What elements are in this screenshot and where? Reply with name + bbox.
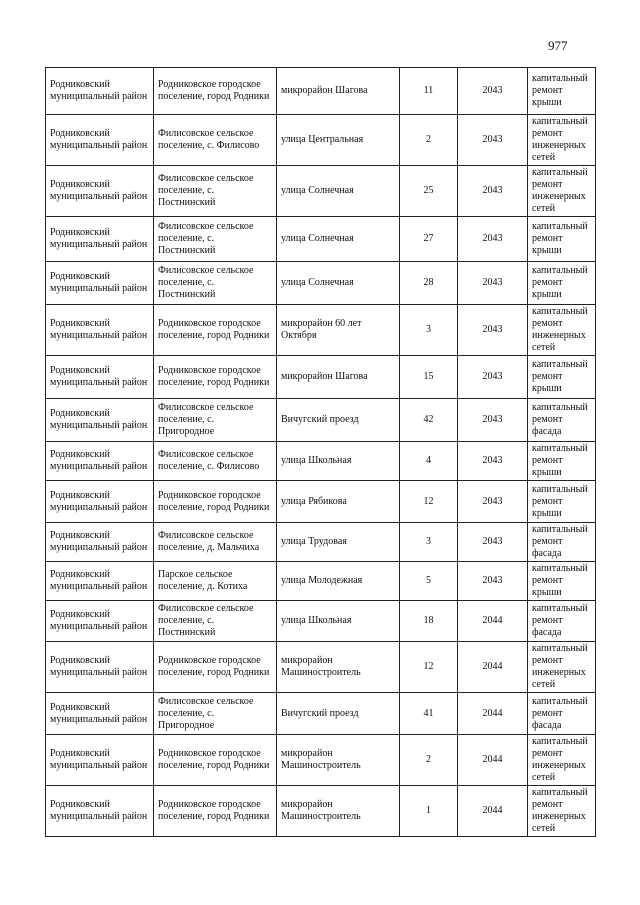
settlement-cell: Филисовское сельское поселение, с. Постнинский	[154, 217, 277, 262]
work-type-cell: капитальный ремонт фасада	[528, 693, 596, 735]
house-number-cell: 41	[400, 693, 458, 735]
work-type-cell: капитальный ремонт инженерных сетей	[528, 642, 596, 693]
repair-year-cell: 2044	[458, 735, 528, 786]
settlement-cell: Родниковское городское поселение, город Родники	[154, 735, 277, 786]
repair-year-cell: 2043	[458, 562, 528, 601]
municipal-district-cell: Родниковский муниципальный район	[46, 693, 154, 735]
settlement-cell: Филисовское сельское поселение, с. Пригородное	[154, 399, 277, 442]
street-cell: улица Солнечная	[277, 217, 400, 262]
municipal-district-cell: Родниковский муниципальный район	[46, 442, 154, 481]
settlement-cell: Родниковское городское поселение, город Родники	[154, 68, 277, 115]
street-cell: микрорайон Машиностроитель	[277, 735, 400, 786]
repair-year-cell: 2043	[458, 115, 528, 166]
municipal-district-cell: Родниковский муниципальный район	[46, 735, 154, 786]
street-cell: улица Молодежная	[277, 562, 400, 601]
repair-year-cell: 2043	[458, 356, 528, 399]
work-type-cell: капитальный ремонт крыши	[528, 481, 596, 523]
settlement-cell: Парское сельское поселение, д. Котиха	[154, 562, 277, 601]
house-number-cell: 18	[400, 601, 458, 642]
work-type-cell: капитальный ремонт крыши	[528, 217, 596, 262]
settlement-cell: Родниковское городское поселение, город Родники	[154, 481, 277, 523]
house-number-cell: 3	[400, 523, 458, 562]
street-cell: улица Рябикова	[277, 481, 400, 523]
municipal-district-cell: Родниковский муниципальный район	[46, 786, 154, 837]
municipal-district-cell: Родниковский муниципальный район	[46, 217, 154, 262]
table-row	[46, 786, 596, 837]
municipal-district-cell: Родниковский муниципальный район	[46, 523, 154, 562]
settlement-cell: Филисовское сельское поселение, д. Мальчиха	[154, 523, 277, 562]
work-type-cell: капитальный ремонт крыши	[528, 68, 596, 115]
work-type-cell: капитальный ремонт фасада	[528, 399, 596, 442]
street-cell: микрорайон Машиностроитель	[277, 642, 400, 693]
table-row	[46, 68, 596, 115]
settlement-cell: Филисовское сельское поселение, с. Филисово	[154, 442, 277, 481]
work-type-cell: капитальный ремонт фасада	[528, 523, 596, 562]
street-cell: улица Центральная	[277, 115, 400, 166]
table-row	[46, 166, 596, 217]
repair-year-cell: 2044	[458, 693, 528, 735]
work-type-cell: капитальный ремонт инженерных сетей	[528, 166, 596, 217]
house-number-cell: 4	[400, 442, 458, 481]
house-number-cell: 3	[400, 305, 458, 356]
house-number-cell: 12	[400, 642, 458, 693]
street-cell: улица Солнечная	[277, 262, 400, 305]
settlement-cell: Филисовское сельское поселение, с. Филисово	[154, 115, 277, 166]
municipal-district-cell: Родниковский муниципальный район	[46, 68, 154, 115]
repair-year-cell: 2043	[458, 442, 528, 481]
settlement-cell: Родниковское городское поселение, город Родники	[154, 305, 277, 356]
repair-year-cell: 2044	[458, 601, 528, 642]
settlement-cell: Филисовское сельское поселение, с. Постнинский	[154, 262, 277, 305]
table-row	[46, 399, 596, 442]
settlement-cell: Родниковское городское поселение, город Родники	[154, 786, 277, 837]
house-number-cell: 15	[400, 356, 458, 399]
table-row	[46, 305, 596, 356]
street-cell: улица Солнечная	[277, 166, 400, 217]
house-number-cell: 1	[400, 786, 458, 837]
work-type-cell: капитальный ремонт фасада	[528, 601, 596, 642]
table-row	[46, 693, 596, 735]
house-number-cell: 12	[400, 481, 458, 523]
table-row	[46, 115, 596, 166]
work-type-cell: капитальный ремонт инженерных сетей	[528, 305, 596, 356]
repair-year-cell: 2043	[458, 481, 528, 523]
work-type-cell: капитальный ремонт инженерных сетей	[528, 115, 596, 166]
municipal-district-cell: Родниковский муниципальный район	[46, 642, 154, 693]
table-row	[46, 562, 596, 601]
work-type-cell: капитальный ремонт крыши	[528, 442, 596, 481]
municipal-district-cell: Родниковский муниципальный район	[46, 115, 154, 166]
work-type-cell: капитальный ремонт крыши	[528, 562, 596, 601]
house-number-cell: 5	[400, 562, 458, 601]
work-type-cell: капитальный ремонт инженерных сетей	[528, 786, 596, 837]
repair-year-cell: 2044	[458, 786, 528, 837]
table-row	[46, 523, 596, 562]
municipal-district-cell: Родниковский муниципальный район	[46, 562, 154, 601]
municipal-district-cell: Родниковский муниципальный район	[46, 305, 154, 356]
house-number-cell: 2	[400, 735, 458, 786]
municipal-district-cell: Родниковский муниципальный район	[46, 601, 154, 642]
street-cell: улица Трудовая	[277, 523, 400, 562]
settlement-cell: Филисовское сельское поселение, с. Постнинский	[154, 601, 277, 642]
settlement-cell: Родниковское городское поселение, город Родники	[154, 356, 277, 399]
house-number-cell: 11	[400, 68, 458, 115]
street-cell: микрорайон 60 лет Октября	[277, 305, 400, 356]
repair-year-cell: 2043	[458, 262, 528, 305]
work-type-cell: капитальный ремонт крыши	[528, 262, 596, 305]
street-cell: микрорайон Шагова	[277, 68, 400, 115]
repair-year-cell: 2043	[458, 399, 528, 442]
table-row	[46, 356, 596, 399]
house-number-cell: 28	[400, 262, 458, 305]
page-number: 977	[548, 38, 568, 53]
municipal-district-cell: Родниковский муниципальный район	[46, 356, 154, 399]
street-cell: микрорайон Шагова	[277, 356, 400, 399]
table-row	[46, 262, 596, 305]
table-row	[46, 442, 596, 481]
repair-year-cell: 2043	[458, 523, 528, 562]
table-row	[46, 217, 596, 262]
house-number-cell: 25	[400, 166, 458, 217]
settlement-cell: Родниковское городское поселение, город Родники	[154, 642, 277, 693]
housing-repair-table	[45, 67, 596, 837]
street-cell: микрорайон Машиностроитель	[277, 786, 400, 837]
repair-year-cell: 2043	[458, 68, 528, 115]
repair-year-cell: 2043	[458, 166, 528, 217]
street-cell: Вичугский проезд	[277, 399, 400, 442]
municipal-district-cell: Родниковский муниципальный район	[46, 262, 154, 305]
settlement-cell: Филисовское сельское поселение, с. Пригородное	[154, 693, 277, 735]
municipal-district-cell: Родниковский муниципальный район	[46, 399, 154, 442]
street-cell: улица Школьная	[277, 601, 400, 642]
table-body	[46, 68, 596, 837]
table-row	[46, 601, 596, 642]
street-cell: Вичугский проезд	[277, 693, 400, 735]
street-cell: улица Школьная	[277, 442, 400, 481]
house-number-cell: 42	[400, 399, 458, 442]
table-row	[46, 481, 596, 523]
house-number-cell: 2	[400, 115, 458, 166]
work-type-cell: капитальный ремонт инженерных сетей	[528, 735, 596, 786]
table-row	[46, 642, 596, 693]
table-row	[46, 735, 596, 786]
work-type-cell: капитальный ремонт крыши	[528, 356, 596, 399]
municipal-district-cell: Родниковский муниципальный район	[46, 166, 154, 217]
house-number-cell: 27	[400, 217, 458, 262]
municipal-district-cell: Родниковский муниципальный район	[46, 481, 154, 523]
settlement-cell: Филисовское сельское поселение, с. Постнинский	[154, 166, 277, 217]
repair-year-cell: 2043	[458, 305, 528, 356]
repair-year-cell: 2043	[458, 217, 528, 262]
repair-year-cell: 2044	[458, 642, 528, 693]
